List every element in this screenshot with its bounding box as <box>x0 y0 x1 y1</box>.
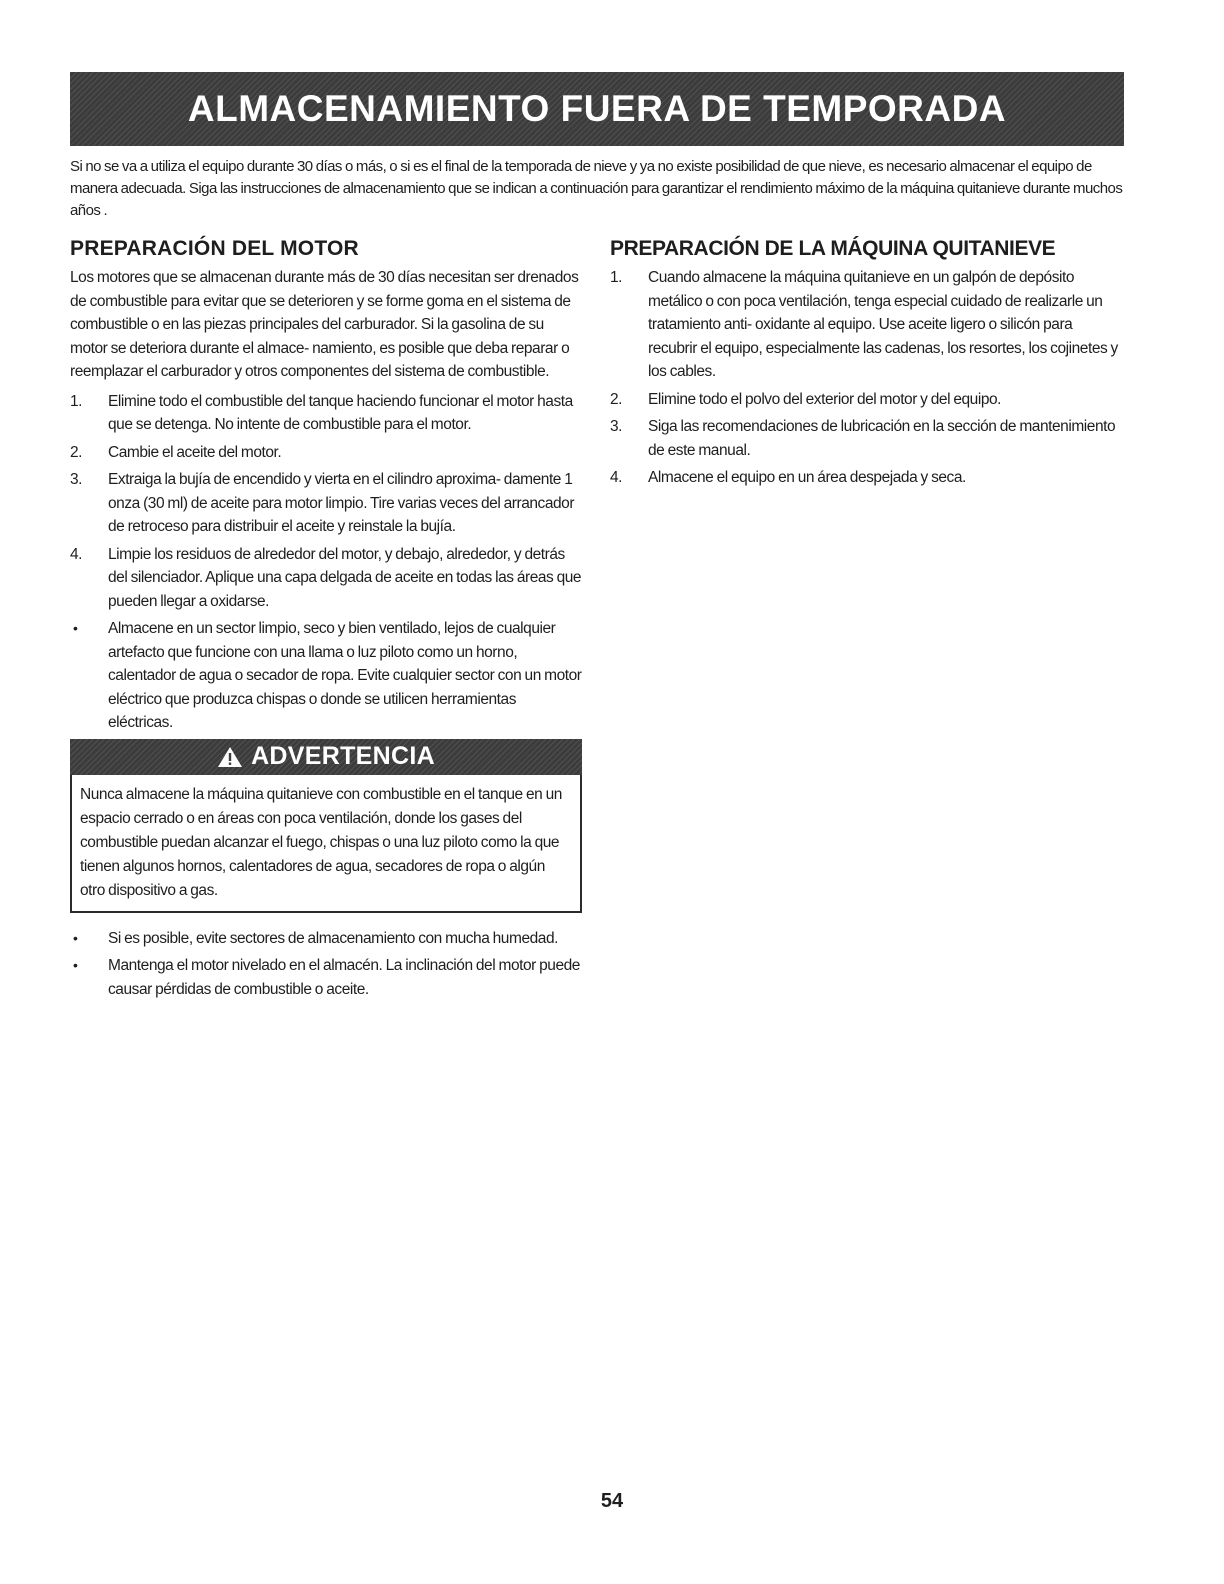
list-item-text: Cuando almacene la máquina quitanieve en un galpón de depósito metálico o con poca ventilación, tenga especial cuidado de realizarle un tratamiento anti- oxidante al equipo. Use aceite ligero o silicón para recubrir el equipo, especialmente las cadenas, los resortes, los cojinetes y los cables. <box>648 269 1118 380</box>
list-number: 2. <box>610 390 623 408</box>
list-item-text: Cambie el aceite del motor. <box>108 443 282 461</box>
list-item <box>70 927 582 951</box>
intro-paragraph: Si no se va a utiliza el equipo durante 30 días o más, o si es el final de la temporada de nieve y ya no existe posibilidad de que nieve, es necesario almacenar el equipo de manera adecuada. Siga las instrucciones de almacenamiento que se indican a continuación para garantizar el rendimiento máximo de la máquina quitanieve durante muchos años . <box>70 158 1123 219</box>
list-item <box>610 466 1124 490</box>
warning-header <box>70 739 582 775</box>
section-banner <box>70 72 1124 146</box>
snowblower-prep-list <box>610 266 1124 490</box>
engine-prep-heading: PREPARACIÓN DEL MOTOR <box>70 237 359 260</box>
list-item <box>70 954 582 1001</box>
list-item-text: Siga las recomendaciones de lubricación en la sección de mantenimiento de este manual. <box>648 418 1116 459</box>
engine-prep-paragraph: Los motores que se almacenan durante más de 30 días necesitan ser drenados de combustible para evitar que se deterioren y se forme goma en el sistema de combustible o en las piezas principales del carburador. Si la gasolina de su motor se deteriora durante el almace- namiento, es posible que deba reparar o reemplazar el carburador y otros componentes del sistema de combustible. <box>70 269 579 380</box>
left-column <box>70 236 582 1005</box>
warning-box <box>70 739 582 913</box>
list-item-text: Elimine todo el combustible del tanque haciendo funcionar el motor hasta que se detenga. No intente de combustible para el motor. <box>108 392 573 433</box>
page-number: 54 <box>600 1490 624 1512</box>
list-item <box>610 266 1124 384</box>
list-item-text: Si es posible, evite sectores de almacenamiento con mucha humedad. <box>108 929 558 947</box>
list-item-text: Almacene en un sector limpio, seco y bien ventilado, lejos de cualquier artefacto que funcione con una llama o luz piloto como un horno, calentador de agua o secador de ropa. Evite cualquier sector con un motor eléctrico que produzca chispas o donde se utilicen herramientas eléctricas. <box>108 620 582 731</box>
list-item <box>70 617 582 735</box>
list-item <box>70 441 582 465</box>
list-number: 4. <box>610 469 623 486</box>
list-item <box>70 390 582 437</box>
list-item <box>70 543 582 614</box>
list-item-text: Elimine todo el polvo del exterior del motor y del equipo. <box>648 390 1002 408</box>
engine-prep-list <box>70 390 582 735</box>
list-number: 3. <box>70 471 83 488</box>
list-number: 1. <box>610 269 623 286</box>
list-item-text: Limpie los residuos de alrededor del motor, y debajo, alrededor, y detrás del silenciador. Aplique una capa delgada de aceite en todas las áreas que pueden llegar a oxidarse. <box>108 545 582 610</box>
list-item <box>610 415 1124 462</box>
list-item-text: Mantenga el motor nivelado en el almacén. La inclinación del motor puede causar pérdidas de combustible o aceite. <box>108 957 580 998</box>
list-number: 3. <box>610 418 623 435</box>
warning-title: ADVERTENCIA <box>251 742 435 770</box>
snowblower-prep-heading: PREPARACIÓN DE LA MÁQUINA QUITANIEVE <box>610 237 1056 260</box>
list-number: 1. <box>70 392 83 410</box>
warning-text: Nunca almacene la máquina quitanieve con combustible en el tanque en un espacio cerrado o en áreas con poca ventilación, donde los gases del combustible puedan alcanzar el fuego, chispas o una luz piloto como la que tienen algunos hornos, calentadores de agua, secadores de ropa o algún otro dispositivo a gas. <box>80 785 562 899</box>
storage-tips-list <box>70 927 582 1002</box>
right-column <box>610 236 1124 494</box>
list-number: 4. <box>70 545 83 563</box>
list-item-text: Almacene el equipo en un área despejada y seca. <box>648 469 966 486</box>
list-item <box>610 388 1124 412</box>
list-number: 2. <box>70 443 83 461</box>
bullet-icon: • <box>73 620 78 636</box>
page-title: ALMACENAMIENTO FUERA DE TEMPORADA <box>187 88 1007 129</box>
list-item <box>70 468 582 539</box>
list-item-text: Extraiga la bujía de encendido y vierta en el cilindro aproxima- damente 1 onza (30 ml) de aceite para motor limpio. Tire varias veces del arrancador de retroceso para distribuir el aceite y reinstale la bujía. <box>108 471 575 535</box>
bullet-icon: • <box>73 929 78 946</box>
bullet-icon: • <box>73 957 78 973</box>
warning-triangle-icon <box>217 746 243 768</box>
